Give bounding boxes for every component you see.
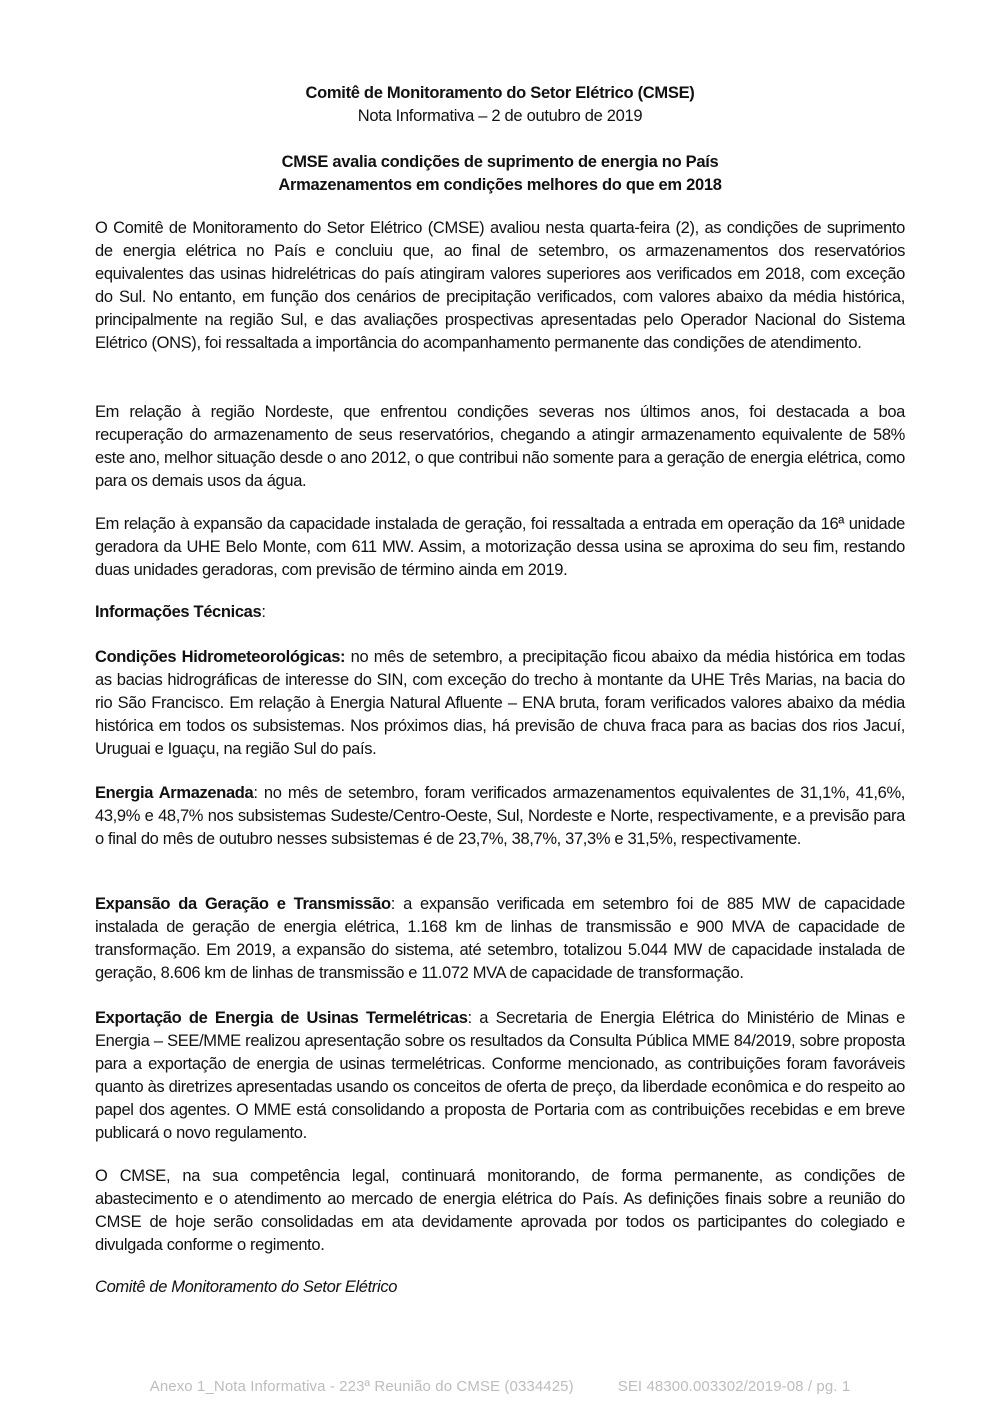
expansao-text: : a expansão verificada em setembro foi de 885 MW de capacidade instalada de geração de energia elétrica, 1.168 km de linhas de transmissão e 900 MVA de capacidade de transformação. Em 2019, a expansão do sistema, até setembro, totalizou 5.044 MW de capacidade instalada de geração, 8.606 km de linhas de transmissão e 11.072 MVA de capacidade de transformação.	[95, 895, 905, 982]
paragraph-intro: O Comitê de Monitoramento do Setor Elétrico (CMSE) avaliou nesta quarta-feira (2), as condições de suprimento de energia elétrica no País e concluiu que, ao final de setembro, os armazenamentos dos reservatórios equivalentes das usinas hidrelétricas do país atingiram valores superiores aos verificados em 2018, com exceção do Sul. No entanto, em função dos cenários de precipitação verificados, com valores abaixo da média histórica, principalmente na região Sul, e das avaliações prospectivas apresentadas pelo Operador Nacional do Sistema Elétrico (ONS), foi ressaltada a importância do acompanhamento permanente das condições de atendimento.	[95, 219, 905, 352]
technical-info-heading-text: Informações Técnicas	[95, 603, 262, 621]
footer-sei-ref: SEI 48300.003302/2019-08 / pg. 1	[617, 1378, 851, 1395]
paragraph-exportacao-energia	[95, 1007, 905, 1145]
hidro-label: Condições Hidrometeorológicas:	[95, 648, 346, 666]
export-label: Exportação de Energia de Usinas Termelétricas	[95, 1009, 468, 1027]
org-title: Comitê de Monitoramento do Setor Elétrico (CMSE)	[305, 84, 695, 102]
export-text: : a Secretaria de Energia Elétrica do Ministério de Minas e Energia – SEE/MME realizou apresentação sobre os resultados da Consulta Pública MME 84/2019, sobre proposta para a exportação de energia de usinas termelétricas. Conforme mencionado, as contribuições foram favoráveis quanto às diretrizes apresentadas usando os conceitos de oferta de preço, da liberdade econômica e do respeito ao papel dos agentes. O MME está consolidando a proposta de Portaria com as contribuições recebidas e em breve publicará o novo regulamento.	[95, 1009, 905, 1142]
paragraph-expansao-capacidade: Em relação à expansão da capacidade instalada de geração, foi ressaltada a entrada em operação da 16ª unidade geradora da UHE Belo Monte, com 611 MW. Assim, a motorização dessa usina se aproxima do seu fim, restando duas unidades geradoras, com previsão de término ainda em 2019.	[95, 515, 905, 579]
document-header	[95, 82, 905, 128]
technical-info-heading-colon: :	[261, 603, 266, 621]
energia-text: : no mês de setembro, foram verificados armazenamentos equivalentes de 31,1%, 41,6%, 43,9% e 48,7% nos subsistemas Sudeste/Centro-Oeste, Sul, Nordeste e Norte, respectivamente, e a previsão para o final do mês de outubro nesses subsistemas é de 23,7%, 38,7%, 37,3% e 31,5%, respectivamente.	[95, 784, 905, 848]
headline-line-2: Armazenamentos em condições melhores do que em 2018	[278, 176, 722, 194]
energia-label: Energia Armazenada	[95, 784, 254, 802]
page-footer	[0, 1378, 1000, 1395]
document-headline	[95, 151, 905, 197]
footer-doc-name: Anexo 1_Nota Informativa - 223ª Reunião do CMSE (0334425)	[149, 1378, 574, 1395]
technical-info-heading	[95, 601, 905, 624]
hidro-text: no mês de setembro, a precipitação ficou abaixo da média histórica em todas as bacias hidrográficas de interesse do SIN, com exceção do trecho à montante da UHE Três Marias, na bacia do rio São Francisco. Em relação à Energia Natural Afluente – ENA bruta, foram verificados valores abaixo da média histórica em todos os subsistemas. Nos próximos dias, há previsão de chuva fraca para as bacias dos rios Jacuí, Uruguai e Iguaçu, na região Sul do país.	[95, 648, 905, 758]
paragraph-expansao-geracao	[95, 893, 905, 985]
headline-line-1: CMSE avalia condições de suprimento de energia no País	[281, 153, 719, 171]
signature: Comitê de Monitoramento do Setor Elétrico	[95, 1278, 398, 1296]
paragraph-hidrometeorologicas	[95, 646, 905, 761]
paragraph-final: O CMSE, na sua competência legal, continuará monitorando, de forma permanente, as condições de abastecimento e o atendimento ao mercado de energia elétrica do País. As definições finais sobre a reunião do CMSE de hoje serão consolidadas em ata devidamente aprovada por todos os participantes do colegiado e divulgada conforme o regimento.	[95, 1167, 905, 1254]
note-date-line: Nota Informativa – 2 de outubro de 2019	[357, 107, 643, 125]
expansao-label: Expansão da Geração e Transmissão	[95, 895, 391, 913]
paragraph-nordeste: Em relação à região Nordeste, que enfrentou condições severas nos últimos anos, foi destacada a boa recuperação do armazenamento de seus reservatórios, chegando a atingir armazenamento equivalente de 58% este ano, melhor situação desde o ano 2012, o que contribui não somente para a geração de energia elétrica, como para os demais usos da água.	[95, 403, 905, 490]
paragraph-energia-armazenada	[95, 782, 905, 851]
